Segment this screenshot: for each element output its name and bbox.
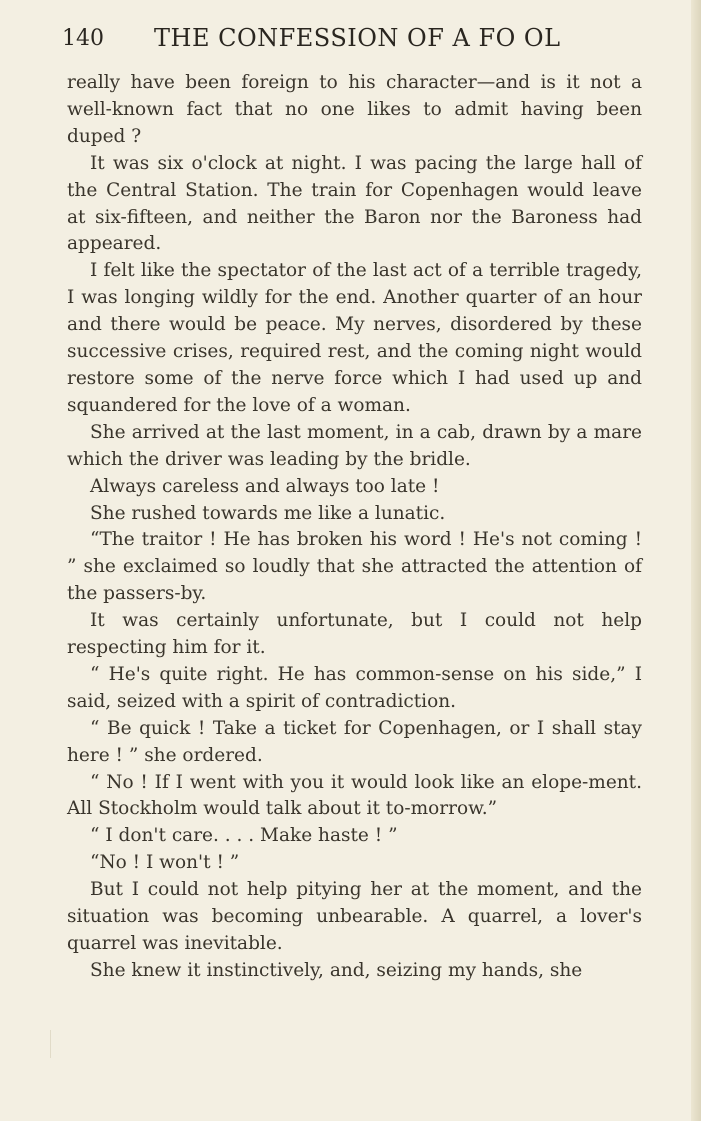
page-number: 140 <box>62 26 104 51</box>
running-title: THE CONFESSION OF A FO OL <box>154 24 561 52</box>
paragraph: Always careless and always too late ! <box>90 475 440 497</box>
paragraph: “The traitor ! He has broken his word ! He's not coming ! ” she exclaimed so loudly that she attracted the attention of the passers-by. <box>67 529 642 605</box>
paragraph: I felt like the spectator of the last act of a terrible tragedy, I was longing wildly for the end. Another quarter of an hour and there would be peace. My nerves, disordered by these successive crises, required rest, and the coming night would restore some of the nerve force which I had used up and squandered for the love of a woman. <box>67 260 642 416</box>
paragraph: She knew it instinctively, and, seizing my hands, she <box>90 959 583 981</box>
page-header <box>62 22 642 56</box>
paragraph: It was six o'clock at night. I was pacing the large hall of the Central Station. The train for Copenhagen would leave at six-fifteen, and neither the Baron nor the Baroness had appeared. <box>67 152 642 255</box>
paragraph: “ I don't care. . . . Make haste ! ” <box>90 825 398 847</box>
body-text <box>67 70 642 985</box>
paragraph: “No ! I won't ! ” <box>90 852 240 874</box>
paragraph: It was certainly unfortunate, but I could not help respecting him for it. <box>67 610 642 659</box>
paragraph: She arrived at the last moment, in a cab, drawn by a mare which the driver was leading by the bridle. <box>67 421 642 470</box>
paragraph: really have been foreign to his character—and is it not a well-known fact that no one likes to admit having been duped ? <box>67 72 642 147</box>
paragraph: She rushed towards me like a lunatic. <box>90 502 446 524</box>
margin-mark <box>50 1030 51 1058</box>
page-gutter <box>691 0 701 1121</box>
paragraph: “ He's quite right. He has common-sense on his side,” I said, seized with a spirit of contradiction. <box>67 663 642 712</box>
paragraph: “ Be quick ! Take a ticket for Copenhagen, or I shall stay here ! ” she ordered. <box>67 717 642 766</box>
paragraph: But I could not help pitying her at the moment, and the situation was becoming unbearable. A quarrel, a lover's quarrel was inevitable. <box>67 879 642 954</box>
paragraph: “ No ! If I went with you it would look like an elope-ment. All Stockholm would talk about it to-morrow.” <box>67 771 642 820</box>
